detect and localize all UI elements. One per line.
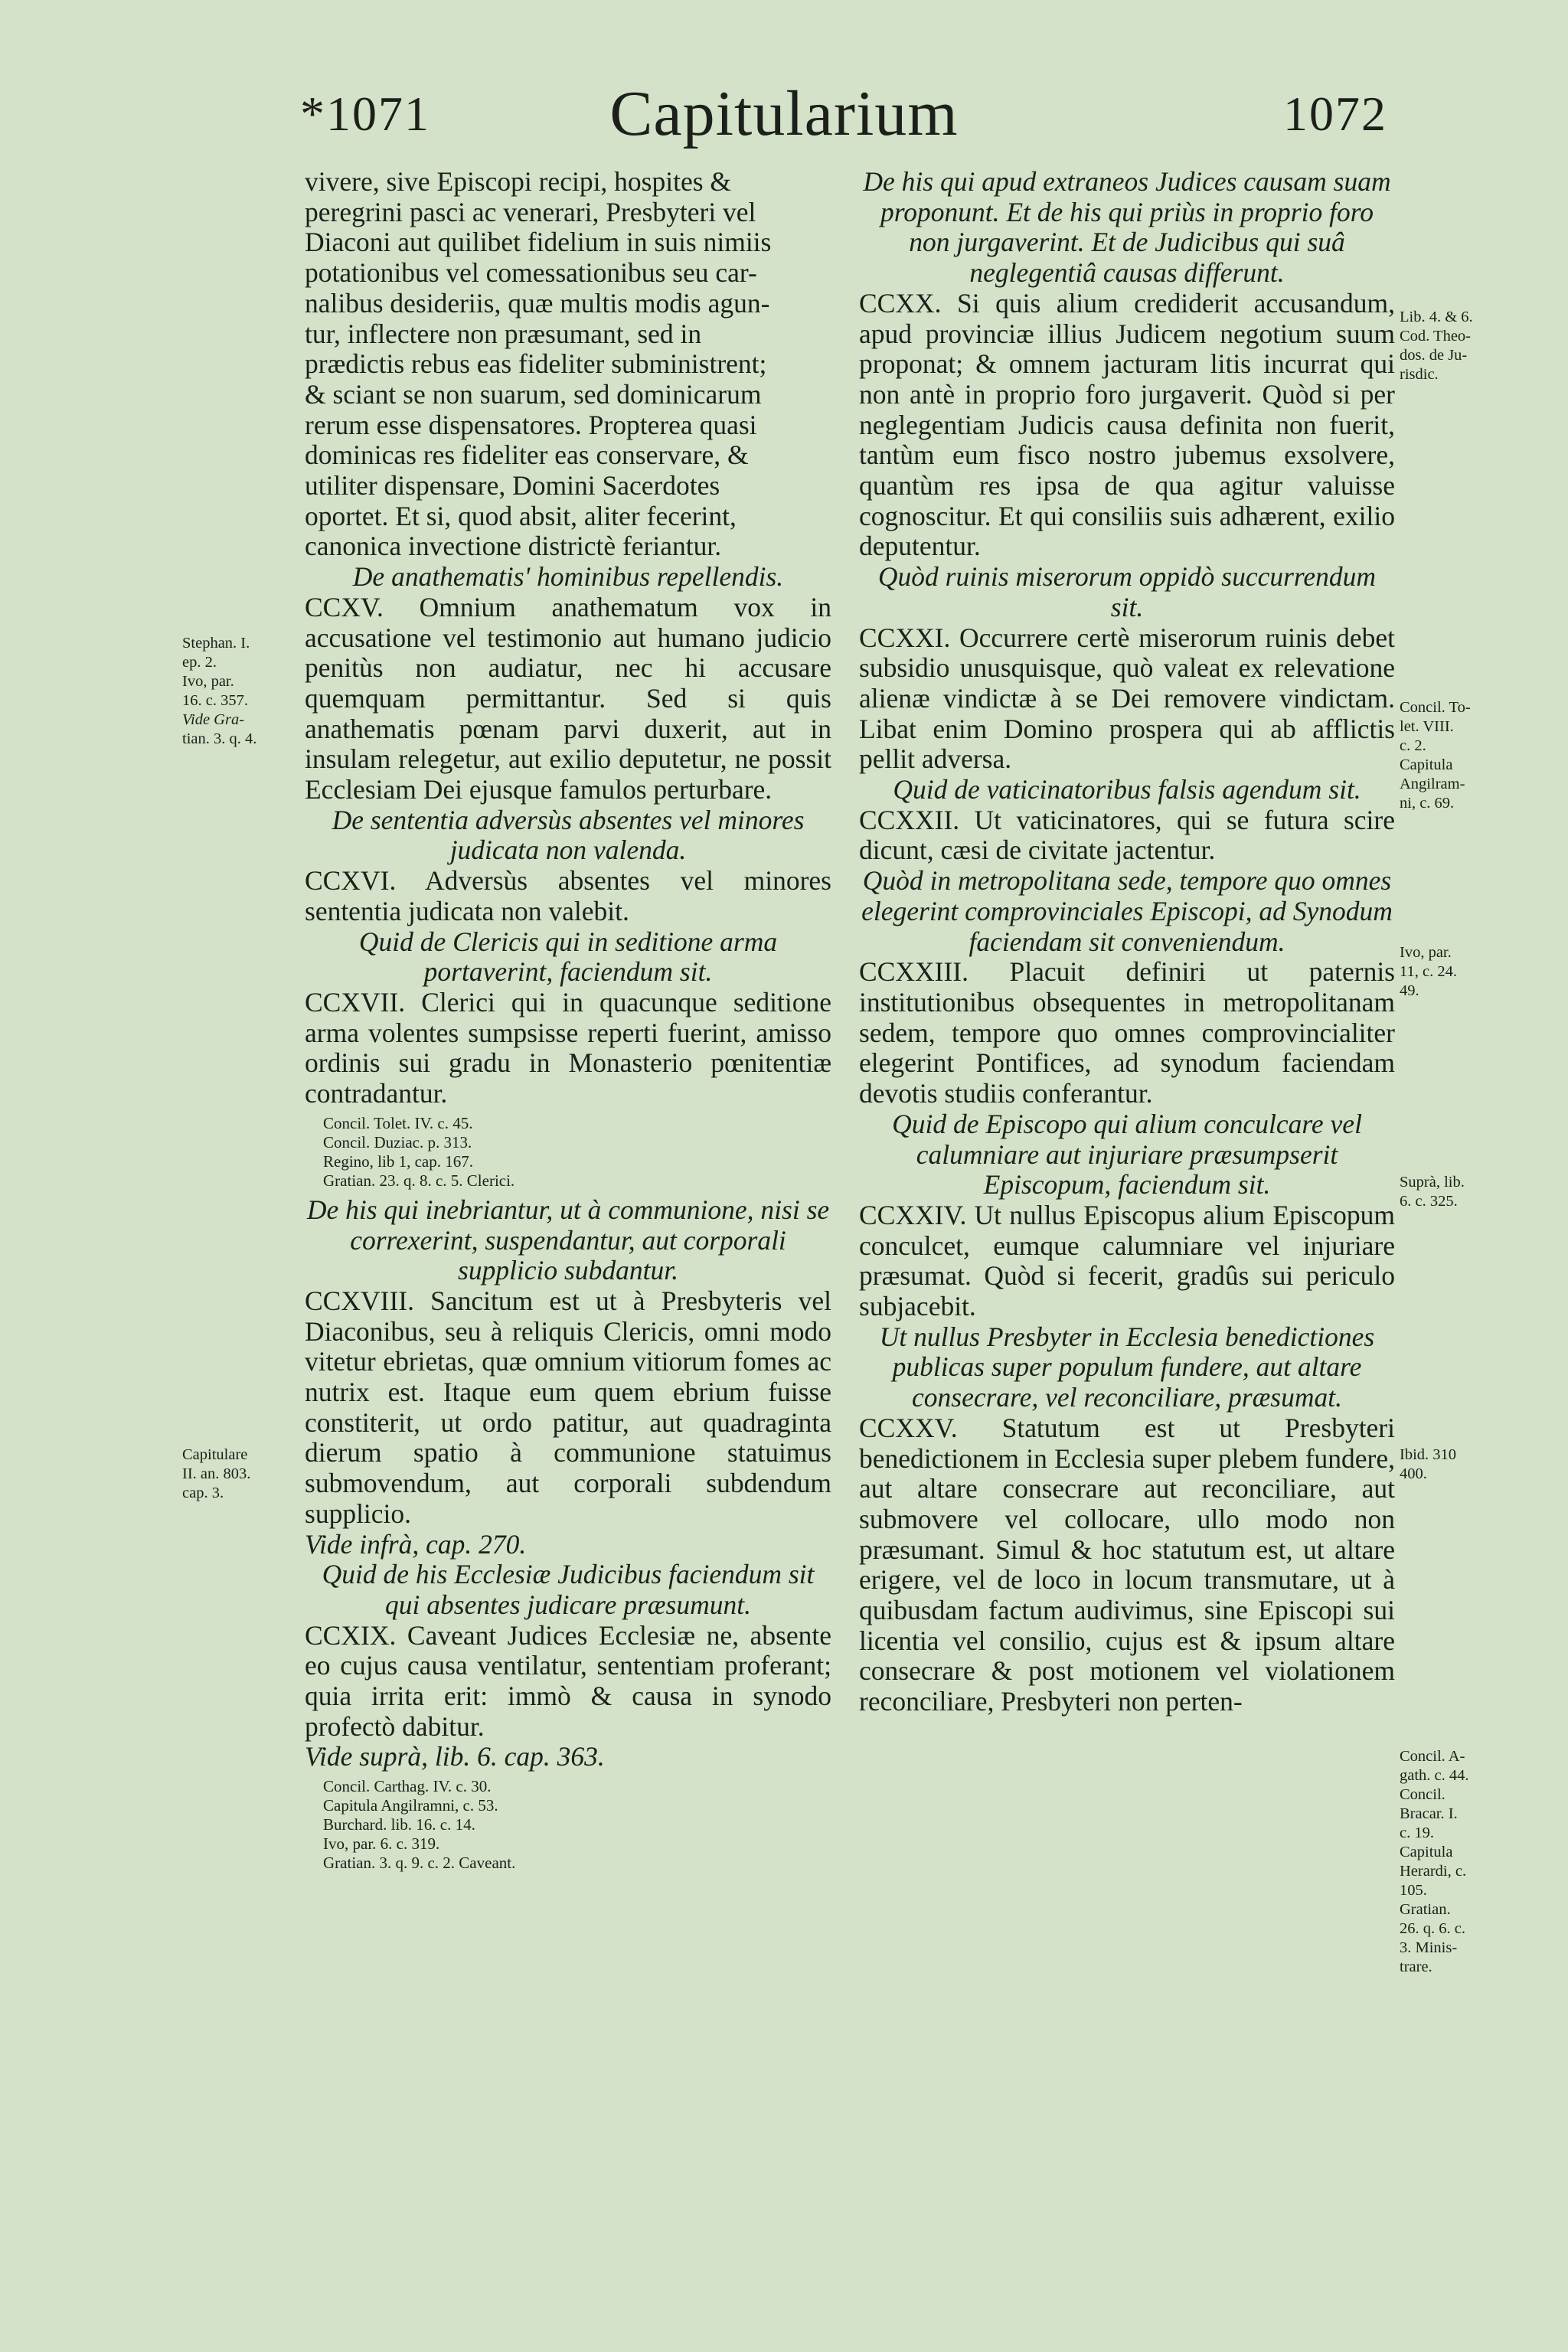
chapter-222: CCXXII. Ut vaticinatores, qui se futura scire dicunt, cæsi de civitate jactentur. [859,804,1395,866]
right-page-number: 1072 [1283,87,1387,141]
reference-line: Concil. Tolet. IV. c. 45. [323,1113,473,1132]
chapter-216: CCXVI. Adversùs absentes vel minores sententia judicata non valebit. [305,865,831,926]
chapter-heading-220: De his qui apud extraneos Judices causam suam proponunt. Et de his qui priùs in proprio foro non jurgaverint. Et de Judicibus qui suâ neglegentiâ causas differunt. [863,166,1391,289]
margin-note-224 [1400,1446,1553,1484]
chapter-225: CCXXV. Statutum est ut Presbyteri benedictionem in Ecclesia super plebem fundere, aut altare consecrare aut reconciliare, aut submovere vel collocare, ullo modo non præsumant. Simul & hoc statutum est, ut altare erigere, vel de loco in locum transmutare, ut à quibusdam factum audivimus, sine Episcopi sui licentia vel consilio, cujus est & ipsum altare consecrare & post motionem vel violationem reconciliare, Presbyteri non perten- [859,1412,1395,1717]
left-column [305,167,831,1877]
margin-line: 3. Minis- [1400,1939,1458,1956]
margin-line: 6. c. 325. [1400,1193,1458,1210]
text-line: peregrini pasci ac venerari, Presbyteri vel [305,196,756,227]
continued-text [305,167,831,562]
right-column [859,167,1395,1717]
margin-line: Capitula [1400,756,1453,773]
margin-line: ep. 2. [182,654,217,671]
chapter-223: CCXXIII. Placuit definiri ut paternis institutionibus obsequentes in metropolitanam sedem, tempore quo omnes comprovincialiter elegerint Pontifices, ad synodum faciendam devotis studiis conferantur. [859,956,1395,1109]
text-line: oportet. Et si, quod absit, aliter fecerint, [305,500,737,531]
margin-line: Stephan. I. [182,635,250,652]
chapter-heading-219: Quid de his Ecclesiæ Judicibus faciendum sit qui absentes judicare præsumunt. [322,1559,815,1620]
margin-line: 400. [1400,1465,1427,1482]
margin-line: Lib. 4. & 6. [1400,309,1473,325]
margin-note-225 [1400,1747,1553,1977]
margin-line: Ibid. 310 [1400,1446,1457,1463]
page-header [0,77,1568,153]
text-line: canonica invectione districtè feriantur. [305,531,722,562]
chapter-heading-218: De his qui inebriantur, ut à communione, nisi se correxerint, suspendantur, aut corporali supplicio subdantur. [306,1194,830,1286]
chapter-heading-221: Quòd ruinis miserorum oppidò succurrendum sit. [877,561,1377,622]
chapter-heading-223: Quòd in metropolitana sede, tempore quo omnes elegerint comprovinciales Episcopi, ad Synodum faciendam sit conveniendum. [861,865,1393,957]
margin-line: dos. de Ju- [1400,347,1468,364]
text-line: potationibus vel comessationibus seu car- [305,257,757,289]
margin-line: Concil. A- [1400,1748,1465,1765]
margin-line: cap. 3. [182,1485,224,1501]
cross-reference-218: Vide infrà, cap. 270. [305,1528,527,1560]
chapter-217: CCXVII. Clerici qui in quacunque seditione arma volentes sumpsisse reperti fuerint, amisso ordinis sui gradu in Monasterio pœnitentiæ contradantur. [305,986,831,1109]
margin-line: Concil. To- [1400,699,1471,716]
margin-line: 26. q. 6. c. [1400,1920,1465,1937]
reference-line: Gratian. 23. q. 8. c. 5. Clerici. [323,1171,515,1190]
margin-line: Concil. [1400,1786,1446,1803]
reference-line: Concil. Carthag. IV. c. 30. [323,1777,492,1796]
cross-reference-219: Vide suprà, lib. 6. cap. 363. [305,1741,605,1772]
reference-line: Regino, lib 1, cap. 167. [323,1152,473,1171]
margin-note-215 [182,634,297,749]
text-line: tur, inflectere non præsumant, sed in [305,318,702,349]
chapter-heading-224: Quid de Episcopo qui alium conculcare vel calumniare aut injuriare præsumpserit Episcopum, faciendum sit. [892,1108,1362,1200]
margin-line: Ivo, par. [1400,944,1452,961]
chapter-heading-225: Ut nullus Presbyter in Ecclesia benedictiones publicas super populum fundere, aut altare consecrare, vel reconciliare, præsumat. [879,1321,1375,1413]
chapter-218: CCXVIII. Sancitum est ut à Presbyteris vel Diaconibus, seu à reliquis Clericis, omni modo vitetur ebrietas, quæ omnium vitiorum fomes ac nutrix est. Itaque eum quem ebrium fuisse constiterit, ut ordo patitur, aut quadraginta dierum spatio à communione statuimus submovendum, aut corporali subdendum supplicio. [305,1285,831,1529]
page-title: Capitularium [609,78,959,149]
reference-line: Gratian. 3. q. 9. c. 2. Caveant. [323,1854,516,1873]
text-line: utiliter dispensare, Domini Sacerdotes [305,470,720,501]
margin-line: let. VIII. [1400,718,1454,735]
reference-line: Ivo, par. 6. c. 319. [323,1834,440,1854]
margin-line: Vide Gra- [182,711,245,728]
text-line: dominicas res fideliter eas conservare, & [305,439,749,471]
text-line: Diaconi aut quilibet fidelium in suis nimiis [305,227,772,258]
margin-line: c. 19. [1400,1824,1434,1841]
margin-line: 49. [1400,982,1419,999]
reference-line: Capitula Angilramni, c. 53. [323,1796,498,1815]
margin-line: gath. c. 44. [1400,1767,1469,1784]
margin-note-223 [1400,1173,1553,1211]
margin-line: Gratian. [1400,1901,1451,1918]
margin-line: risdic. [1400,366,1439,383]
margin-line: Ivo, par. [182,673,234,690]
margin-note-218 [182,1446,297,1503]
margin-line: Capitulare [182,1446,248,1463]
margin-line: 105. [1400,1882,1427,1899]
text-line: nalibus desideriis, quæ multis modis agun- [305,287,770,318]
chapter-219: CCXIX. Caveant Judices Ecclesiæ ne, absente eo cujus causa ventilatur, sententiam proferant; quia irrita erit: immò & causa in synodo profectò dabitur. [305,1619,831,1742]
margin-line: Cod. Theo- [1400,328,1472,345]
margin-line: ni, c. 69. [1400,795,1455,812]
left-page-number: *1071 [300,87,430,141]
margin-line: Angilram- [1400,776,1465,792]
chapter-224: CCXXIV. Ut nullus Episcopus alium Episcopum conculcet, eumque calumniare vel injuriare præsumat. Quòd si fecerit, gradûs sui periculo subjacebit. [859,1199,1395,1322]
references-217 [323,1114,831,1191]
chapter-heading-217: Quid de Clericis qui in seditione arma portaverint, faciendum sit. [358,926,778,988]
margin-line: Suprà, lib. [1400,1174,1465,1191]
text-line: vivere, sive Episcopi recipi, hospites & [305,166,732,197]
margin-note-220 [1400,308,1553,384]
text-line: & sciant se non suarum, sed dominicarum [305,378,762,410]
margin-note-221 [1400,698,1553,813]
text-line: rerum esse dispensatores. Propterea quasi [305,409,757,440]
margin-line: Capitula [1400,1844,1453,1860]
chapter-221: CCXXI. Occurrere certè miserorum ruinis debet subsidio unusquisque, quò valeat ex relevatione alienæ vindictæ à se Dei removere vindictam. Libat enim Domino prospera qui ab afflictis pellit adversa. [859,622,1395,775]
chapter-220: CCXX. Si quis alium crediderit accusandum, apud provinciæ illius Judicem negotium suum proponat; & omnem jacturam litis incurrat qui non antè in proprio foro jurgaverit. Quòd si per neglegentiam Judicis causa definita non fuerit, tantùm eum fisco nostro jubemus exsolvere, quantùm res ipsa de qua agitur valuisse cognoscitur. Et qui consiliis suis adhærent, exilio deputentur. [859,287,1395,562]
chapter-heading-215: De anathematis' hominibus repellendis. [352,561,784,593]
chapter-215: CCXV. Omnium anathematum vox in accusatione vel testimonio aut humano judicio penitùs non audiatur, nec hi accusare quemquam permittantur. Sed si quis anathematis pœnam parvi duxerit, aut in insulam relegetur, aut exilio deputetur, ne possit Ecclesiam Dei ejusque famulos perturbare. [305,591,831,805]
margin-line: II. an. 803. [182,1465,251,1482]
references-219 [323,1777,831,1873]
margin-note-222 [1400,943,1553,1001]
chapter-heading-222: Quid de vaticinatoribus falsis agendum sit. [893,774,1361,805]
margin-line: Bracar. I. [1400,1805,1458,1822]
reference-line: Burchard. lib. 16. c. 14. [323,1815,475,1834]
margin-line: 11, c. 24. [1400,963,1457,980]
reference-line: Concil. Duziac. p. 313. [323,1132,472,1152]
margin-line: 16. c. 357. [182,692,248,709]
margin-line: c. 2. [1400,737,1426,754]
margin-line: Herardi, c. [1400,1863,1467,1880]
chapter-heading-216: De sententia adversùs absentes vel minores judicata non valenda. [332,804,805,866]
text-line: prædictis rebus eas fideliter subministrent; [305,348,767,380]
margin-line: tian. 3. q. 4. [182,730,257,747]
margin-line: trare. [1400,1958,1432,1975]
